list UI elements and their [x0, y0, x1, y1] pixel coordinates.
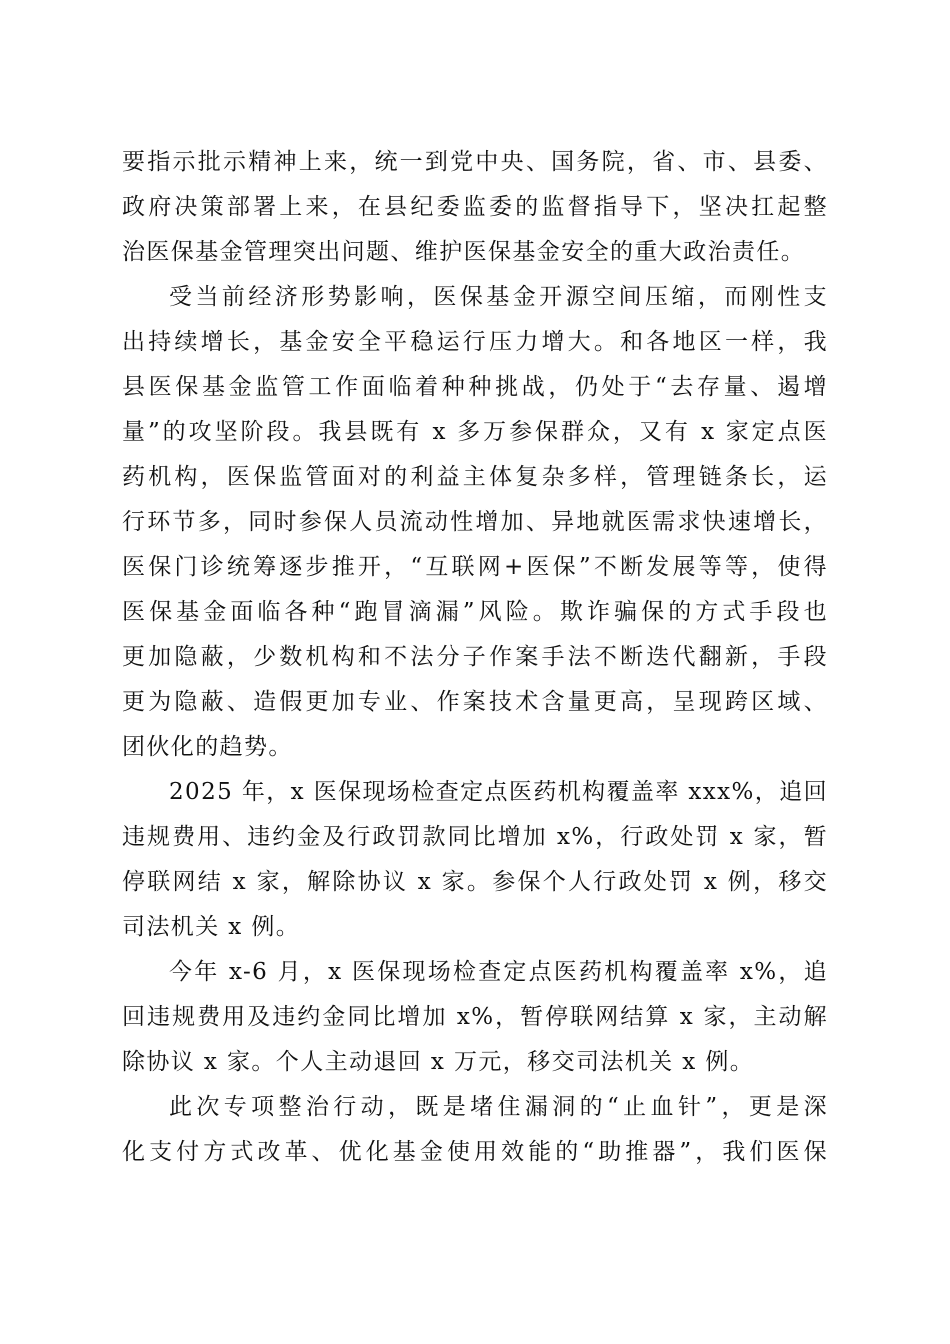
paragraph-special-campaign	[122, 1085, 828, 1175]
text-line: 要指示批示精神上来，统一到党中央、国务院，省、市、县委、	[122, 149, 828, 175]
text-line: 医保门诊统筹逐步推开，“互联网+医保”不断发展等等，使得	[122, 554, 828, 580]
paragraph-continuation	[122, 140, 828, 275]
text-line: 量”的攻坚阶段。我县既有 x 多万参保群众，又有 x 家定点医	[122, 419, 828, 445]
text-line: 回违规费用及违约金同比增加 x%，暂停联网结算 x 家，主动解	[122, 1004, 828, 1030]
paragraph-this-year-results	[122, 950, 828, 1085]
text-line: 更加隐蔽，少数机构和不法分子作案手法不断迭代翻新，手段	[122, 644, 828, 670]
document-body	[122, 140, 828, 1175]
text-line: 此次专项整治行动，既是堵住漏洞的“止血针”，更是深	[169, 1094, 828, 1120]
paragraph-2025-results	[122, 770, 828, 950]
text-line: 违规费用、违约金及行政罚款同比增加 x%，行政处罚 x 家，暂	[122, 824, 828, 850]
text-line: 治医保基金管理突出问题、维护医保基金安全的重大政治责任。	[122, 239, 806, 265]
text-line: 出持续增长，基金安全平稳运行压力增大。和各地区一样，我	[122, 329, 828, 355]
text-line: 受当前经济形势影响，医保基金开源空间压缩，而刚性支	[169, 284, 828, 310]
text-line: 停联网结 x 家，解除协议 x 家。参保个人行政处罚 x 例，移交	[122, 869, 828, 895]
text-line: 司法机关 x 例。	[122, 914, 301, 940]
text-line: 2025 年，x 医保现场检查定点医药机构覆盖率 xxx%，追回	[169, 779, 829, 805]
text-line: 更为隐蔽、造假更加专业、作案技术含量更高，呈现跨区域、	[122, 689, 828, 715]
text-line: 今年 x-6 月，x 医保现场检查定点医药机构覆盖率 x%，追	[169, 959, 828, 985]
paragraph-economic-situation	[122, 275, 828, 770]
text-line: 行环节多，同时参保人员流动性增加、异地就医需求快速增长，	[122, 509, 828, 535]
text-line: 团伙化的趋势。	[122, 734, 293, 760]
text-line: 医保基金面临各种“跑冒滴漏”风险。欺诈骗保的方式手段也	[122, 599, 828, 625]
text-line: 县医保基金监管工作面临着种种挑战，仍处于“去存量、遏增	[122, 374, 828, 400]
text-line: 药机构，医保监管面对的利益主体复杂多样，管理链条长，运	[122, 464, 828, 490]
text-line: 政府决策部署上来，在县纪委监委的监督指导下，坚决扛起整	[122, 194, 828, 220]
text-line: 化支付方式改革、优化基金使用效能的“助推器”，我们医保	[122, 1139, 828, 1165]
text-line: 除协议 x 家。个人主动退回 x 万元，移交司法机关 x 例。	[122, 1049, 755, 1075]
